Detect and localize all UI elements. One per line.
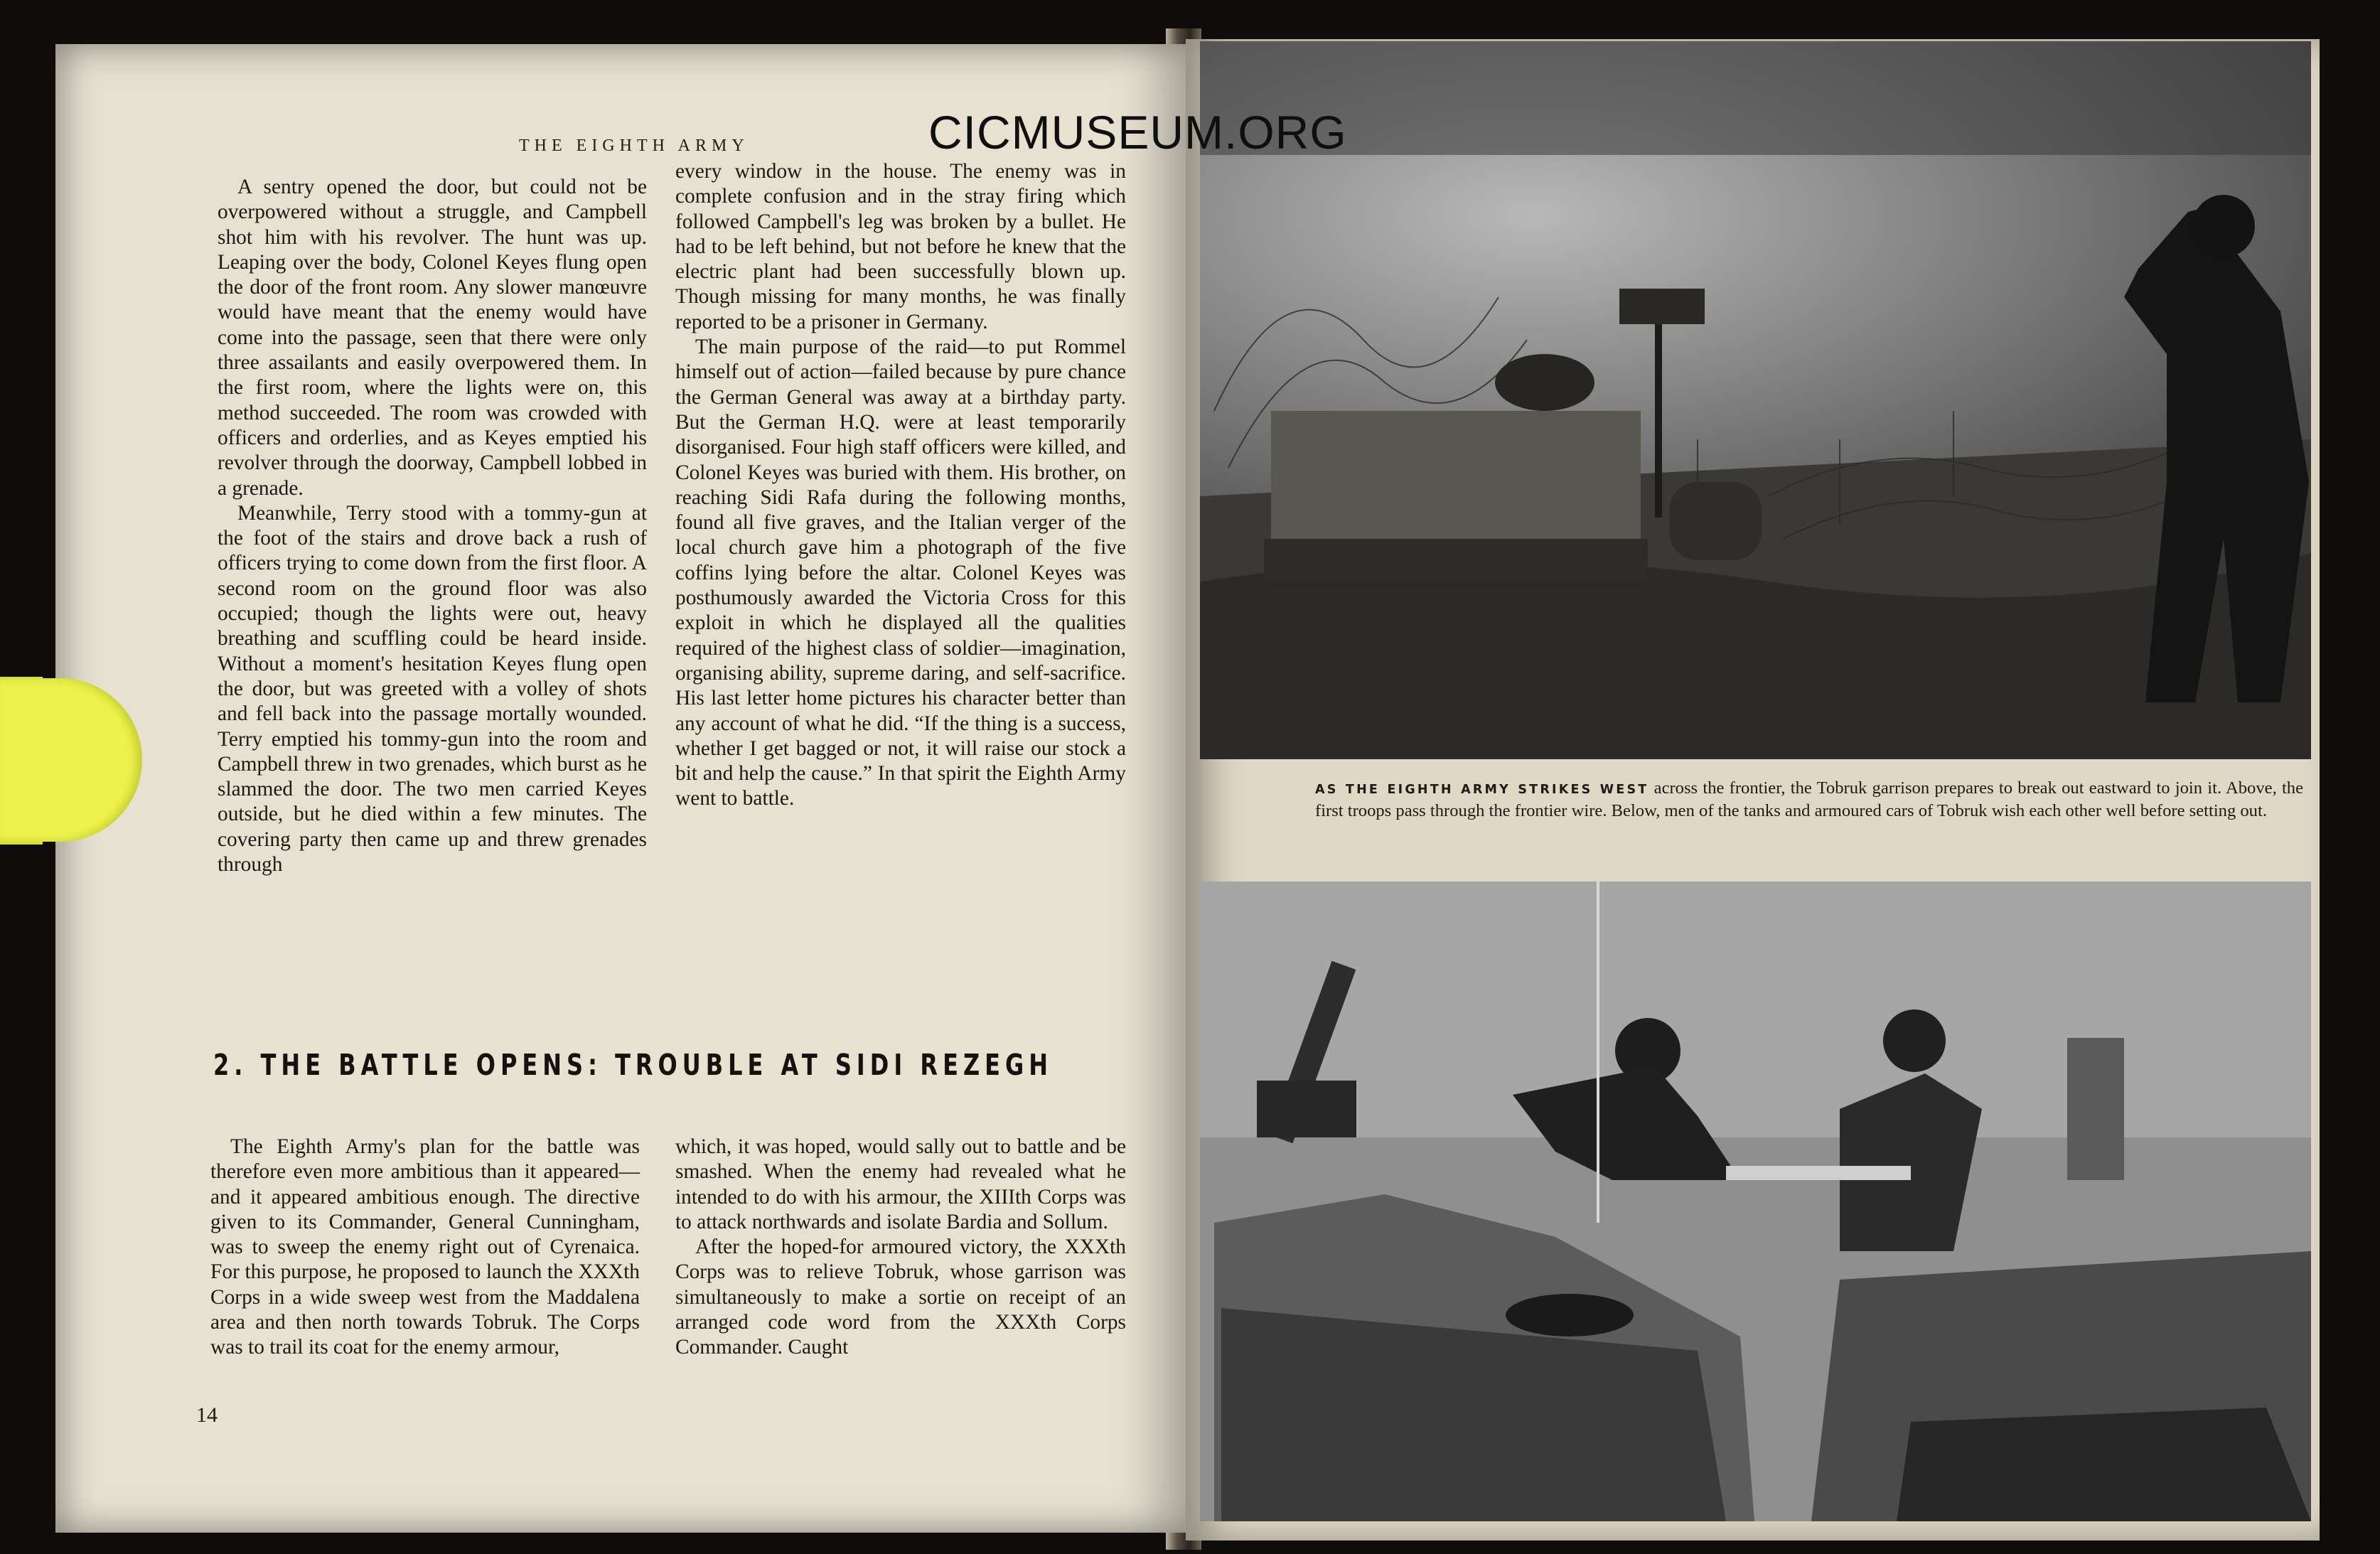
section-heading: 2. THE BATTLE OPENS: TROUBLE AT SIDI REZEGH bbox=[213, 1048, 1054, 1082]
photo-handshake-art bbox=[1200, 882, 2311, 1521]
photo-frontier-wire bbox=[1200, 41, 2311, 759]
watermark: CICMUSEUM.ORG bbox=[928, 106, 1347, 159]
paragraph: The Eighth Army's plan for the battle was therefore even more ambitious than it appeared—and it appeared ambitious enough. The directive given to its Commander, General Cunningham, was to sweep the enemy right out of Cyrenaica. For this purpose, he proposed to launch the XXXth Corps in a wide sweep west from the Maddalena area and then north towards Tobruk. The Corps was to trail its coat for the enemy armour, bbox=[210, 1135, 640, 1359]
paragraph: which, it was hoped, would sally out to battle and be smashed. When the enemy had revealed what he intended to do with his armour, the XIIIth Corps was to attack northwards and isolate Bardia and Sollum. bbox=[675, 1135, 1126, 1233]
photo-handshake bbox=[1200, 882, 2311, 1521]
running-head: THE EIGHTH ARMY bbox=[519, 136, 749, 155]
paragraph: Meanwhile, Terry stood with a tommy-gun at the foot of the stairs and drove back a rush of officers trying to come down from the first floor. A second room on the ground floor was also occupied; though the lights were out, heavy breathing and scuffling could be heard inside. Without a moment's hesitation Keyes flung open the door, but was greeted with a volley of shots and fell back into the passage mortally wounded. Terry emptied his tommy-gun into the room and Campbell threw in two grenades, which burst as he slammed the door. The two men carried Keyes outside, but he died within a few minutes. The covering party then came up and threw grenades through bbox=[218, 501, 647, 877]
text-column-4 bbox=[675, 1135, 1126, 1361]
text-column-2 bbox=[675, 159, 1126, 812]
photo-caption bbox=[1315, 778, 2303, 821]
page-number: 14 bbox=[196, 1403, 218, 1427]
photo-frontier-wire-art bbox=[1200, 41, 2311, 759]
paragraph: every window in the house. The enemy was in complete confusion and in the stray firing which followed Campbell's leg was broken by a bullet. He had to be left behind, but not before he knew that the electric plant had been successfully blown up. Though missing for many months, he was finally reported to be a prisoner in Germany. bbox=[675, 160, 1126, 333]
text-column-1 bbox=[218, 175, 647, 877]
text-column-3 bbox=[210, 1135, 640, 1361]
paragraph: The main purpose of the raid—to put Rommel himself out of action—failed because by pure chance the German General was away at a birthday party. But the German H.Q. were at least temporarily disorganised. Four high staff officers were killed, and Colonel Keyes was buried with them. His brother, on reaching Sidi Rafa during the following months, found all five graves, and the Italian verger of the local church gave him a photograph of the five coffins lying before the altar. Colonel Keyes was posthumously awarded the Victoria Cross for this exploit in which he displayed all the qualities required of the highest class of soldier—imagination, organising ability, supreme daring, and self-sacrifice. His last letter home pictures his character better than any account of what he did. “If the thing is a success, whether I get bagged or not, it will raise our stock a bit and help the cause.” In that spirit the Eighth Army went to battle. bbox=[675, 336, 1126, 810]
caption-lead: AS THE EIGHTH ARMY STRIKES WEST bbox=[1315, 783, 1649, 797]
paragraph: After the hoped-for armoured victory, the XXXth Corps was to relieve Tobruk, whose garrison was simultaneously to make a sortie on receipt of an arranged code word from the XXXth Corps Commander. Caught bbox=[675, 1236, 1126, 1359]
paragraph: A sentry opened the door, but could not be overpowered without a struggle, and Campbell shot him with his revolver. The hunt was up. Leaping over the body, Colonel Keyes flung open the door of the front room. Any slower manœuvre would have meant that the enemy would have come into the passage, seen that there were only three assailants and easily overpowered them. In the first room, where the lights were on, this method succeeded. The room was crowded with officers and orderlies, and as Keyes emptied his revolver through the doorway, Campbell lobbed in a grenade. bbox=[218, 176, 647, 500]
caption-text: across the frontier, the Tobruk garrison prepares to break out eastward to join it. Above, the first troops pass through the frontier wire. Below, men of the tanks and armoured cars of Tobruk wish each other well before setting out. bbox=[1315, 778, 2303, 820]
